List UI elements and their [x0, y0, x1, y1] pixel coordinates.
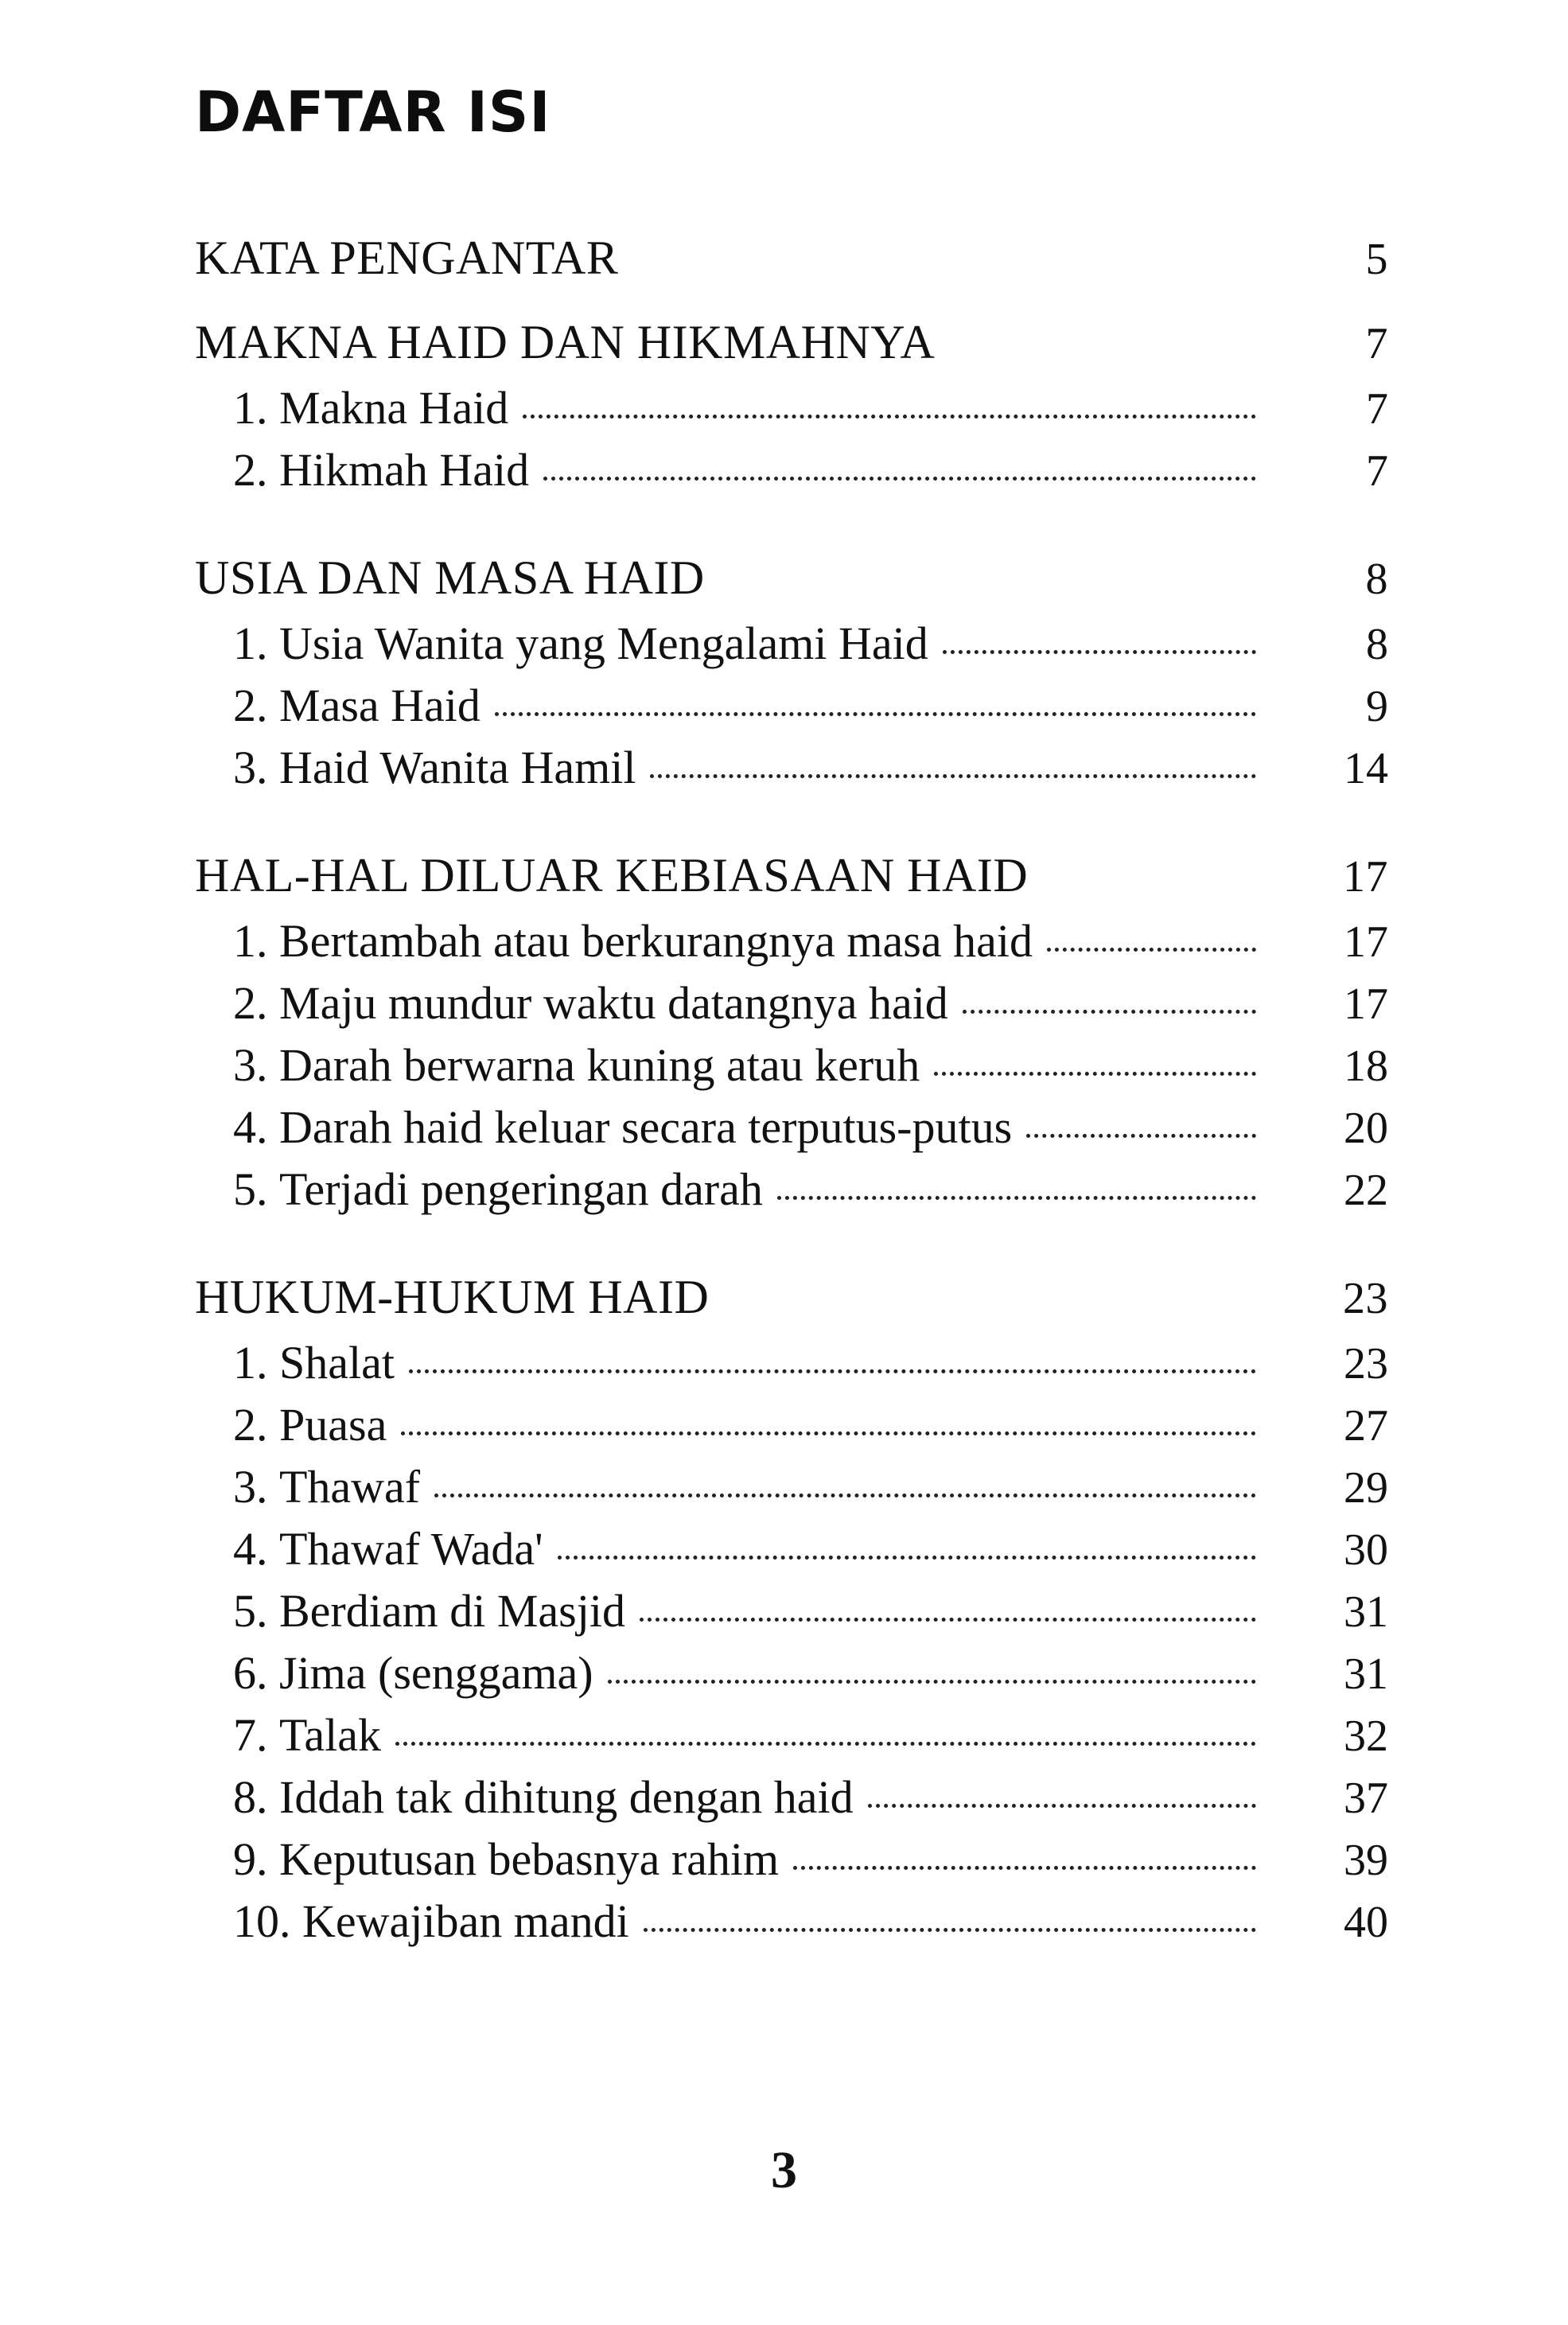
toc-entry-page: 31	[1344, 1649, 1388, 1699]
toc-entry-number: 9.	[233, 1833, 279, 1885]
toc-heading: MAKNA HAID DAN HIKMAHNYA	[195, 316, 936, 368]
toc-entry-page: 37	[1344, 1774, 1388, 1823]
dot-leader	[1047, 948, 1256, 952]
toc-entry-page: 30	[1344, 1525, 1388, 1575]
dot-leader	[523, 415, 1256, 419]
toc-entry-number: 3.	[233, 742, 279, 793]
toc-entry	[195, 1891, 1388, 1953]
toc-entry-page: 7	[1366, 384, 1388, 434]
dot-leader	[495, 712, 1256, 716]
toc-entry	[195, 613, 1388, 675]
toc-entry-title: Terjadi pengeringan darah	[279, 1163, 763, 1215]
toc-heading-row	[195, 307, 1388, 377]
toc-entry-title: Bertambah atau berkurangnya masa haid	[279, 915, 1033, 967]
toc-entry-title: Keputusan bebasnya rahim	[279, 1833, 780, 1885]
dot-leader	[650, 774, 1256, 778]
dot-leader	[963, 1010, 1256, 1014]
toc-entry	[195, 1096, 1388, 1159]
toc-entry-page: 20	[1344, 1104, 1388, 1153]
toc-section	[195, 840, 1388, 1221]
toc-entry-title: Darah berwarna kuning atau keruh	[279, 1039, 920, 1091]
toc-entry-page: 23	[1344, 1339, 1388, 1388]
toc-entry-number: 6.	[233, 1647, 279, 1699]
toc-entry-title: Masa Haid	[279, 680, 481, 731]
toc-entry-title: Puasa	[279, 1399, 387, 1451]
toc-heading-page: 17	[1343, 852, 1388, 902]
toc-entry-number: 10.	[233, 1895, 302, 1947]
toc-entry	[195, 1394, 1388, 1456]
toc-heading-row	[195, 840, 1388, 910]
toc-entry	[195, 439, 1388, 501]
toc-entry	[195, 1828, 1388, 1891]
dot-leader	[868, 1804, 1256, 1808]
table-of-contents	[195, 223, 1388, 1953]
dot-leader	[793, 1866, 1256, 1870]
toc-entry-number: 4.	[233, 1101, 279, 1153]
toc-entry	[195, 1580, 1388, 1642]
toc-entry	[195, 972, 1388, 1034]
toc-entry-page: 14	[1344, 744, 1388, 793]
toc-entry-page: 8	[1366, 620, 1388, 669]
toc-entry-number: 1.	[233, 915, 279, 967]
toc-entry-page: 29	[1344, 1463, 1388, 1513]
dot-leader	[608, 1680, 1256, 1684]
toc-heading-row	[195, 543, 1388, 613]
dot-leader	[543, 477, 1256, 481]
toc-heading: HAL-HAL DILUAR KEBIASAAN HAID	[195, 849, 1029, 902]
toc-heading-page: 7	[1365, 319, 1388, 368]
toc-heading: USIA DAN MASA HAID	[195, 551, 705, 604]
toc-entry	[195, 377, 1388, 439]
dot-leader	[1026, 1134, 1256, 1138]
toc-entry-number: 1.	[233, 382, 279, 434]
toc-heading-row	[195, 223, 1388, 293]
toc-entry-page: 17	[1344, 917, 1388, 967]
toc-entry-number: 5.	[233, 1585, 279, 1637]
toc-entry-page: 39	[1344, 1836, 1388, 1885]
toc-entry-number: 1.	[233, 617, 279, 669]
toc-entry-title: Hikmah Haid	[279, 444, 530, 496]
toc-entry-title: Maju mundur waktu datangnya haid	[279, 977, 948, 1029]
toc-entry-title: Jima (senggama)	[279, 1647, 593, 1699]
dot-leader	[434, 1494, 1256, 1497]
toc-entry-number: 7.	[233, 1709, 279, 1761]
toc-entry-title: Berdiam di Masjid	[279, 1585, 625, 1637]
toc-entry-title: Darah haid keluar secara terputus-putus	[279, 1101, 1013, 1153]
toc-entry-title: Usia Wanita yang Mengalami Haid	[279, 617, 928, 669]
toc-entry-page: 17	[1344, 979, 1388, 1029]
toc-heading-row	[195, 1262, 1388, 1332]
toc-entry-number: 2.	[233, 444, 279, 496]
toc-entry-number: 8.	[233, 1771, 279, 1823]
toc-entry-page: 32	[1344, 1712, 1388, 1761]
toc-entry	[195, 1159, 1388, 1221]
dot-leader	[640, 1618, 1256, 1622]
toc-entry-page: 27	[1344, 1401, 1388, 1451]
toc-section	[195, 223, 1388, 293]
toc-entry	[195, 737, 1388, 799]
toc-heading-page: 5	[1365, 235, 1388, 284]
toc-entry-number: 3.	[233, 1461, 279, 1513]
toc-entry-number: 4.	[233, 1523, 279, 1575]
toc-section	[195, 307, 1388, 501]
toc-entry-number: 2.	[233, 680, 279, 731]
toc-entry-number: 3.	[233, 1039, 279, 1091]
dot-leader	[644, 1928, 1256, 1932]
dot-leader	[777, 1196, 1256, 1200]
toc-entry-title: Thawaf	[279, 1461, 421, 1513]
toc-entry-page: 31	[1344, 1587, 1388, 1637]
toc-entry-title: Iddah tak dihitung dengan haid	[279, 1771, 854, 1823]
toc-entry-page: 40	[1344, 1898, 1388, 1947]
dot-leader	[558, 1556, 1256, 1560]
toc-entry-title: Kewajiban mandi	[302, 1895, 629, 1947]
dot-leader	[409, 1369, 1256, 1373]
toc-entry	[195, 1518, 1388, 1580]
dot-leader	[401, 1431, 1256, 1435]
toc-heading: KATA PENGANTAR	[195, 232, 619, 284]
toc-entry-number: 1.	[233, 1337, 279, 1388]
toc-entry-title: Haid Wanita Hamil	[279, 742, 636, 793]
toc-entry	[195, 1456, 1388, 1518]
toc-heading-page: 8	[1365, 555, 1388, 604]
toc-entry-number: 5.	[233, 1163, 279, 1215]
toc-entry-number: 2.	[233, 1399, 279, 1451]
dot-leader	[934, 1072, 1256, 1076]
toc-entry-page: 22	[1344, 1166, 1388, 1215]
toc-section	[195, 1262, 1388, 1953]
toc-entry	[195, 1704, 1388, 1766]
toc-entry-page: 7	[1366, 446, 1388, 496]
toc-heading: HUKUM-HUKUM HAID	[195, 1271, 710, 1323]
toc-entry-page: 9	[1366, 682, 1388, 731]
toc-entry	[195, 1642, 1388, 1704]
toc-entry	[195, 675, 1388, 737]
toc-entry-title: Makna Haid	[279, 382, 509, 434]
toc-heading-page: 23	[1343, 1274, 1388, 1323]
page-number: 3	[771, 2141, 797, 2199]
toc-entry-title: Thawaf Wada'	[279, 1523, 543, 1575]
dot-leader	[943, 650, 1256, 654]
toc-entry	[195, 1034, 1388, 1096]
dot-leader	[395, 1742, 1256, 1746]
page-title: DAFTAR ISI	[195, 80, 551, 145]
toc-entry	[195, 1766, 1388, 1828]
toc-section	[195, 543, 1388, 799]
toc-entry-page: 18	[1344, 1042, 1388, 1091]
toc-entry	[195, 910, 1388, 972]
toc-entry-title: Talak	[279, 1709, 381, 1761]
toc-entry	[195, 1332, 1388, 1394]
toc-entry-number: 2.	[233, 977, 279, 1029]
toc-entry-title: Shalat	[279, 1337, 395, 1388]
